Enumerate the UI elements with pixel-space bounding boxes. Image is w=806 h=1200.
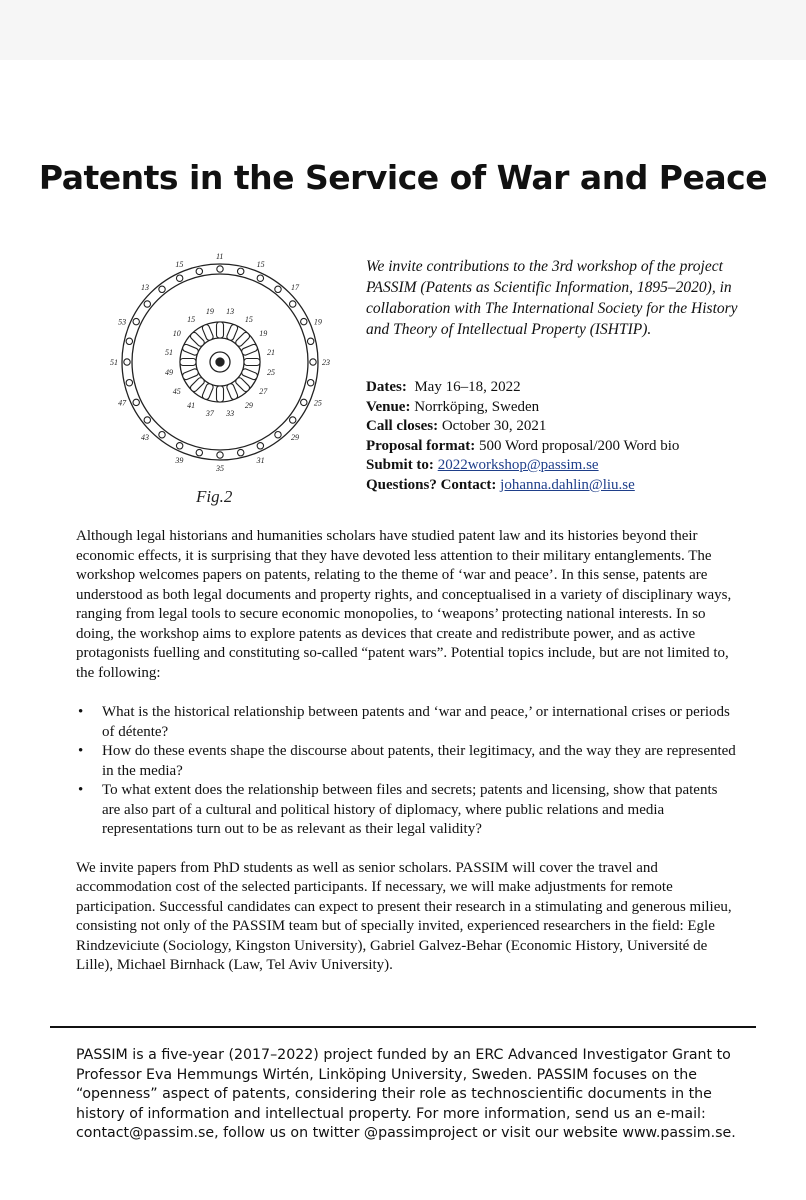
venue-label: Venue: xyxy=(366,398,411,415)
list-item-text: To what extent does the relationship between files and secrets; patents and licensing, show that patents are also part of a cultural and political history of diplomacy, where public relations and media representations turn out to be as relevant as their legal validity? xyxy=(102,782,718,837)
hub-petal xyxy=(226,324,239,341)
ring-hole xyxy=(159,286,165,292)
call-closes-row xyxy=(366,417,756,437)
hub-petal xyxy=(217,386,224,402)
ring-hole xyxy=(126,338,132,344)
ring-hole xyxy=(196,268,202,274)
questions-label: Questions? Contact: xyxy=(366,476,497,493)
ring-hole xyxy=(307,338,313,344)
reference-number: 41 xyxy=(187,401,196,411)
contact-email-link[interactable]: johanna.dahlin@liu.se xyxy=(500,476,635,493)
ring-hole xyxy=(176,443,182,449)
ring-hole xyxy=(124,359,130,365)
ring-hole xyxy=(301,399,307,405)
submit-email-link[interactable]: 2022workshop@passim.se xyxy=(437,457,599,473)
reference-number: 37 xyxy=(205,409,214,419)
dates-value: May 16–18, 2022 xyxy=(414,379,521,395)
hub-petal xyxy=(234,376,250,392)
ring-hole xyxy=(301,318,307,324)
venue-value: Norrköping, Sweden xyxy=(414,398,540,415)
reference-number: 29 xyxy=(290,432,299,442)
ring-hole xyxy=(217,266,223,272)
intro-paragraph: Although legal historians and humanities scholars have studied patent law and its histories beyond their economic effects, it is surprising that they have devoted less attention to their military entanglements. The workshop welcomes papers on patents, relating to the theme of ‘war and peace’. In this sense, patents are understood as both legal documents and property rights, and conceptualised in a variety of disciplinary ways, ranging from legal tools to secure economic monopolies, to ‘weapons’ protecting national interests. In so doing, the workshop aims to explore patents as devices that create and redistribute power, and as active protagonists fuelling and constituting so-called “patent wars”. Potential topics include, but are not limited to, the following: xyxy=(76,528,732,681)
closing-paragraph: We invite papers from PhD students as well as senior scholars. PASSIM will cover the travel and accommodation cost of the selected participants. If necessary, we will make adjustments for remote participation. Successful candidates can expect to present their research in a stimulating and generous milieu, consisting not only of the PASSIM team but of specially invited, experienced researchers in the field: Egle Rindzeviciute (Sociology, Kingston University), Gabriel Galvez-Behar (Economic History, Université de Lille), Michael Birnhack (Law, Tel Aviv University). xyxy=(76,859,732,973)
hub-petal xyxy=(201,324,214,341)
venue-row xyxy=(366,398,756,418)
hub-petal xyxy=(226,383,239,400)
submit-row xyxy=(366,456,756,476)
event-details xyxy=(366,378,756,495)
patent-figure-illustration xyxy=(88,240,358,520)
reference-number: 35 xyxy=(216,464,224,473)
reference-number: 21 xyxy=(267,347,276,357)
ring-hole xyxy=(257,275,263,281)
reference-number: 33 xyxy=(226,409,235,419)
ring-hole xyxy=(144,301,150,307)
list-item xyxy=(76,703,736,742)
page-title: Patents in the Service of War and Peace xyxy=(38,158,768,197)
reference-number: 13 xyxy=(226,306,235,316)
reference-number: 53 xyxy=(118,317,127,327)
ring-hole xyxy=(310,359,316,365)
ring-hole xyxy=(237,449,243,455)
reference-number: 51 xyxy=(164,347,173,357)
bullet-marker: • xyxy=(78,782,84,798)
ring-hole xyxy=(133,399,139,405)
topics-list xyxy=(76,703,736,840)
reference-number: 39 xyxy=(175,455,184,465)
ring-hole xyxy=(133,318,139,324)
reference-number: 47 xyxy=(118,398,127,408)
ring-hole xyxy=(275,286,281,292)
footer-text: PASSIM is a five-year (2017–2022) project funded by an ERC Advanced Investigator Grant to Professor Eva Hemmungs Wirtén, Linköping University, Sweden. PASSIM focuses on the “openness” aspect of patents, considering their role as technoscientific documents in the history of information and intellectual property. For more information, send us an e-mail: contact@passim.se, follow us on twitter @passimproject or visit our website www.passim.se. xyxy=(76,1047,736,1141)
reference-number: 49 xyxy=(164,368,173,378)
figure-caption: Fig.2 xyxy=(196,487,233,506)
invitation-text: We invite contributions to the 3rd workshop of the project PASSIM (Patents as Scientific Information, 1895–2020), in collaboration with The International Society for the History and Theory of Intellectual Property (ISHTIP). xyxy=(366,258,738,338)
hub-dot xyxy=(216,358,224,366)
hub-petal xyxy=(241,343,258,356)
reference-number: 17 xyxy=(290,283,299,293)
reference-number: 11 xyxy=(216,252,224,261)
bullet-marker: • xyxy=(78,704,84,720)
ring-hole xyxy=(126,379,132,385)
ring-hole xyxy=(290,417,296,423)
bullet-marker: • xyxy=(78,743,84,759)
ring-hole xyxy=(217,452,223,458)
ring-hole xyxy=(159,432,165,438)
reference-number: 15 xyxy=(187,314,196,324)
hub-petal xyxy=(234,331,250,347)
reference-number: 29 xyxy=(244,401,253,411)
submit-label: Submit to: xyxy=(366,457,434,473)
reference-number: 23 xyxy=(322,358,330,367)
reference-number: 19 xyxy=(259,329,268,339)
ring-hole xyxy=(196,449,202,455)
reference-number: 15 xyxy=(256,260,265,270)
reference-number: 13 xyxy=(141,283,150,293)
reference-number: 19 xyxy=(313,317,322,327)
proposal-format-value: 500 Word proposal/200 Word bio xyxy=(479,437,680,454)
reference-number: 25 xyxy=(267,368,276,378)
reference-number: 19 xyxy=(205,306,214,316)
reference-number: 15 xyxy=(244,314,253,324)
hub-petal xyxy=(217,322,224,338)
ring-hole xyxy=(290,301,296,307)
ring-hole xyxy=(275,432,281,438)
dates-row xyxy=(366,378,756,398)
dates-label: Dates: xyxy=(366,379,407,395)
hub-petal xyxy=(189,331,205,347)
hub-petal xyxy=(241,368,258,381)
hub-petal xyxy=(189,376,205,392)
reference-number: 43 xyxy=(141,432,150,442)
hub-petal xyxy=(244,359,260,366)
hub-petal xyxy=(182,343,199,356)
reference-number: 51 xyxy=(110,358,118,367)
footer-divider xyxy=(50,1026,756,1028)
ring-hole xyxy=(257,443,263,449)
body-text xyxy=(76,527,736,976)
hub-petal xyxy=(180,359,196,366)
ring-hole xyxy=(144,417,150,423)
hub-petal xyxy=(201,383,214,400)
reference-number: 45 xyxy=(172,386,181,396)
ring-hole xyxy=(307,379,313,385)
hub-petal xyxy=(182,368,199,381)
proposal-format-label: Proposal format: xyxy=(366,437,476,454)
top-band xyxy=(0,0,806,60)
patent-drawing xyxy=(88,240,358,520)
list-item-text: What is the historical relationship between patents and ‘war and peace,’ or international crises or periods of détente? xyxy=(102,704,730,740)
proposal-format-row xyxy=(366,437,756,457)
reference-number: 25 xyxy=(313,398,322,408)
ring-hole xyxy=(237,268,243,274)
reference-number: 31 xyxy=(256,455,265,465)
ring-hole xyxy=(176,275,182,281)
list-item xyxy=(76,781,736,840)
questions-row xyxy=(366,476,756,496)
list-item-text: How do these events shape the discourse about patents, their legitimacy, and the way they are represented in the media? xyxy=(102,743,736,779)
call-closes-value: October 30, 2021 xyxy=(441,418,547,434)
reference-number: 15 xyxy=(175,260,184,270)
reference-number: 27 xyxy=(259,386,268,396)
list-item xyxy=(76,742,736,781)
call-closes-label: Call closes: xyxy=(366,418,439,434)
reference-number: 10 xyxy=(172,329,181,339)
